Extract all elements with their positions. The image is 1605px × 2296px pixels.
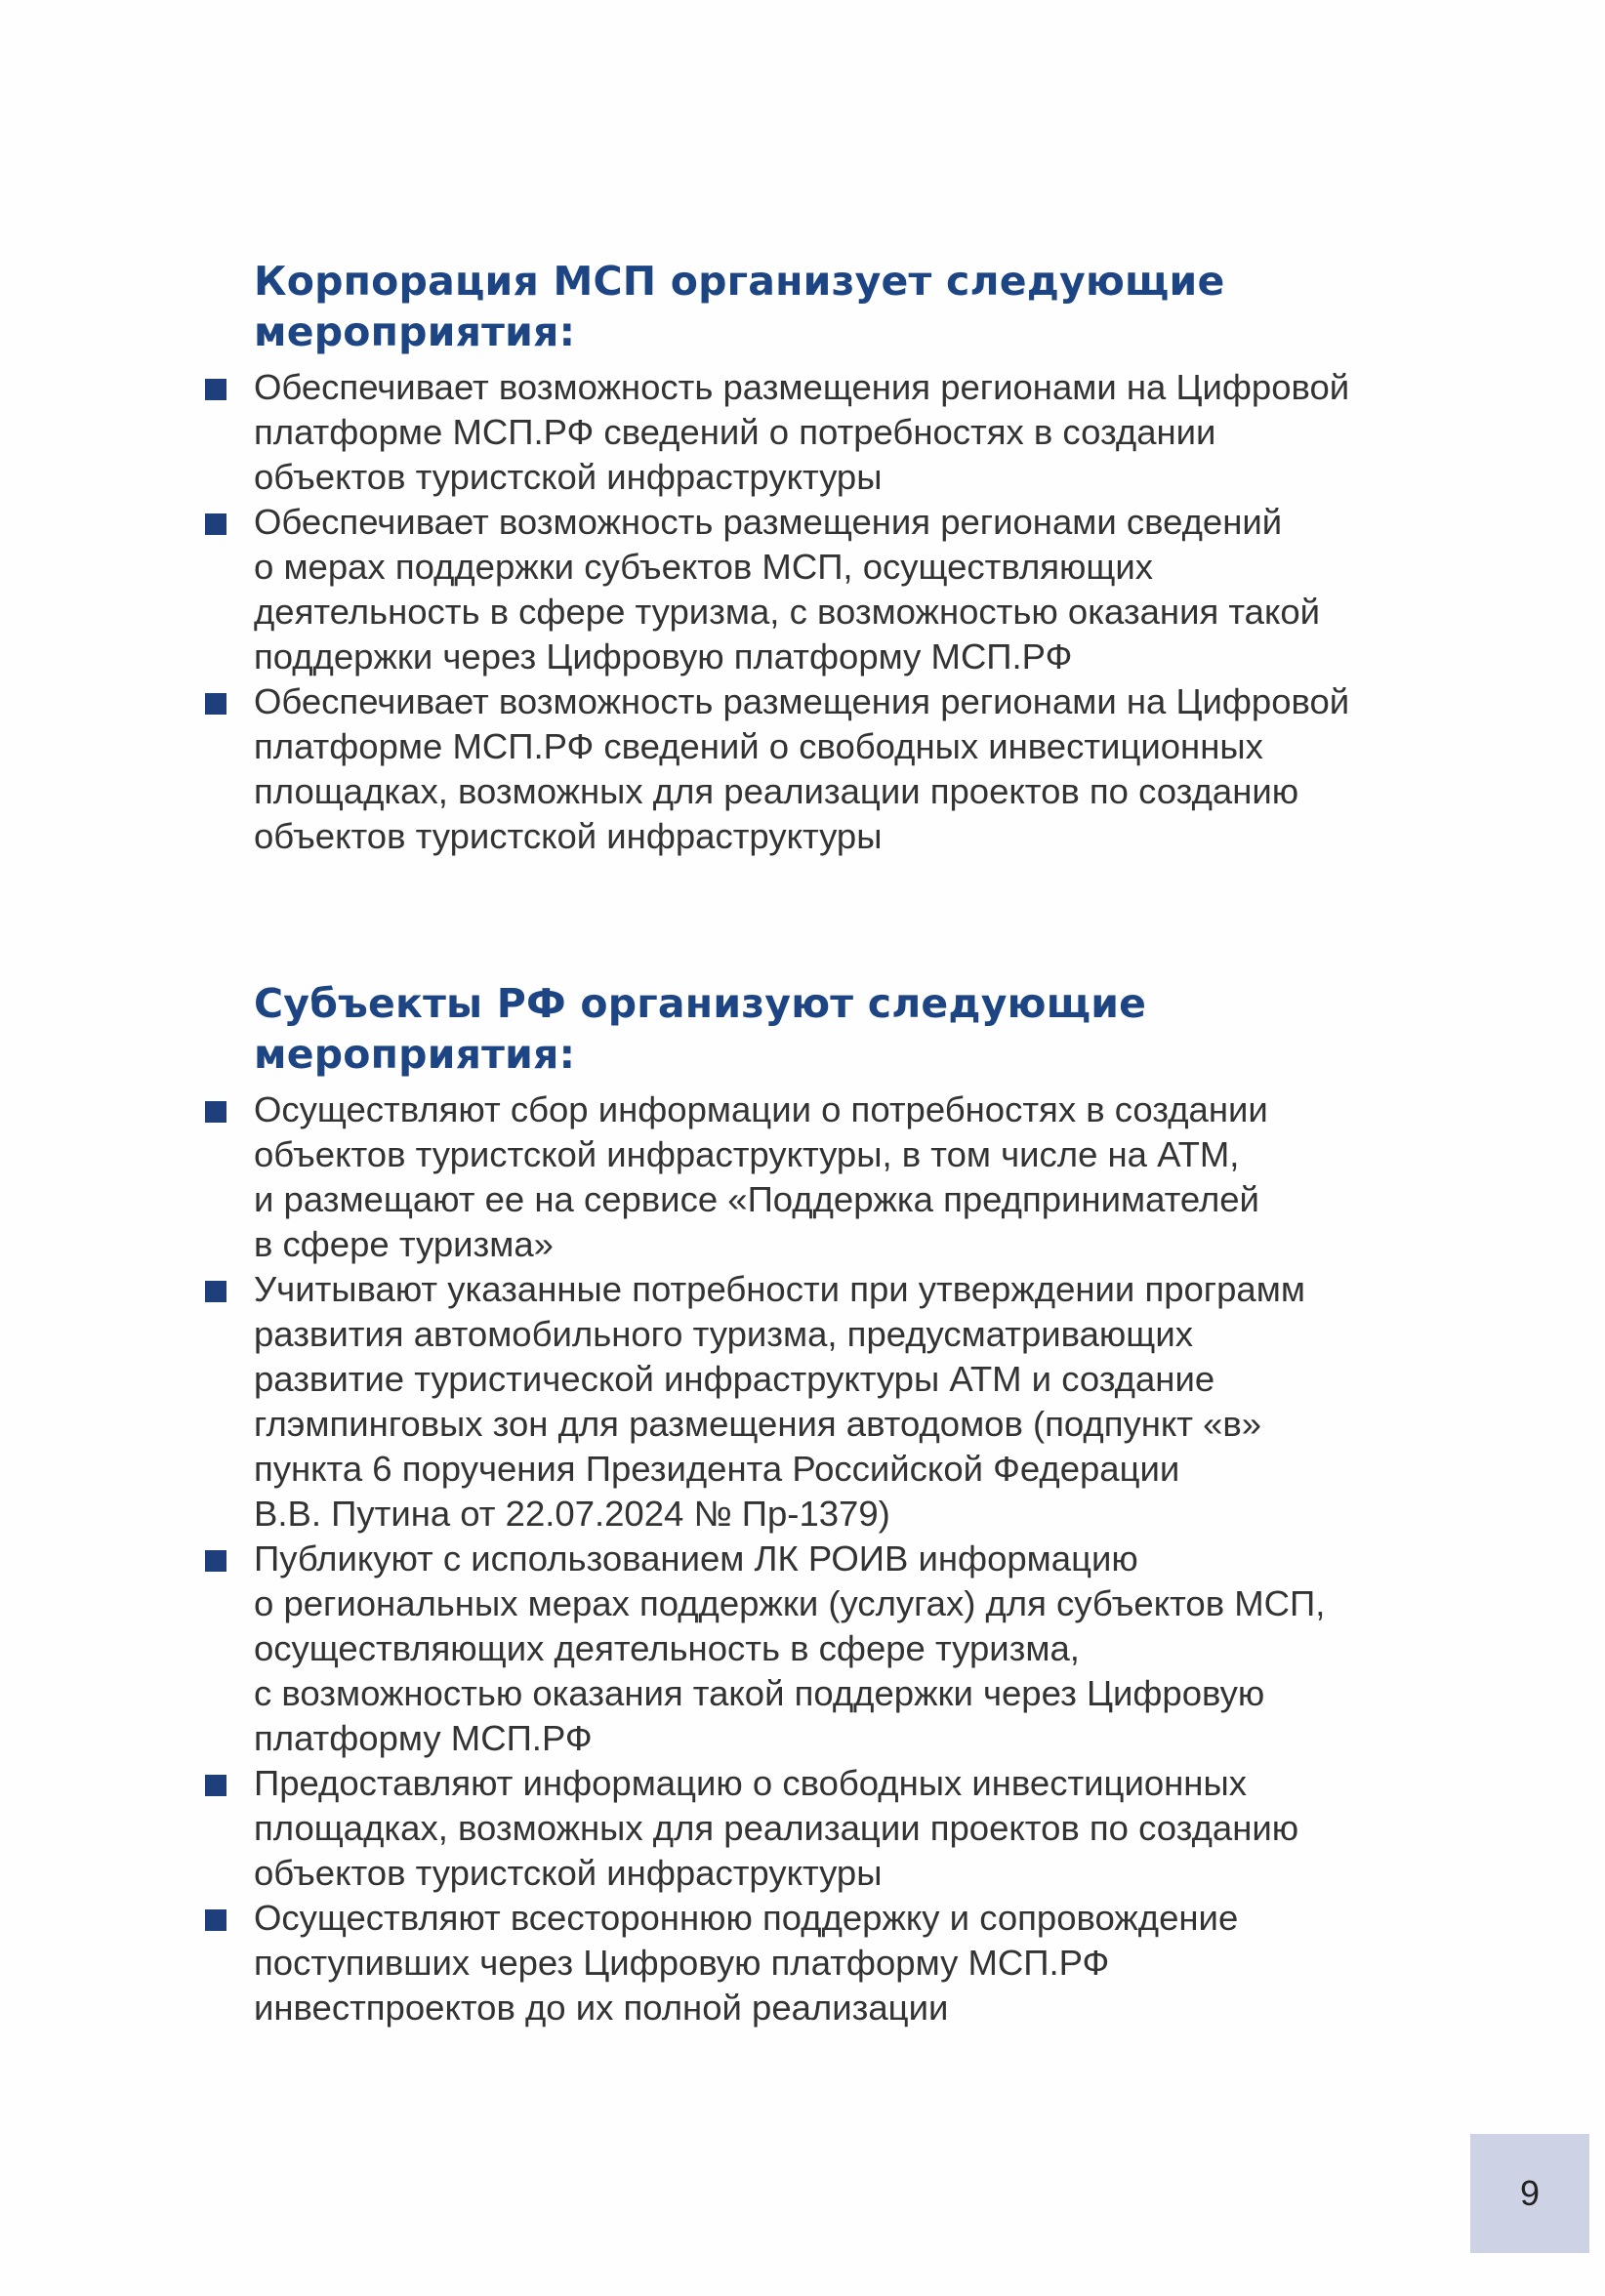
list-item-line: глэмпинговых зон для размещения автодомов (подпункт «в» <box>254 1404 1262 1444</box>
list-item-line: объектов туристской инфраструктуры <box>254 1853 883 1893</box>
list-item-line: Осуществляют сбор информации о потребностях в создании <box>254 1089 1268 1129</box>
list-item-line: В.В. Путина от 22.07.2024 № Пр-1379) <box>254 1494 890 1534</box>
list-item-line: объектов туристской инфраструктуры <box>254 816 883 856</box>
square-bullet-icon <box>205 1101 226 1123</box>
list-item-line: осуществляющих деятельность в сфере туризма, <box>254 1628 1080 1668</box>
list-item-line: и размещают ее на сервисе «Поддержка предпринимателей <box>254 1179 1259 1219</box>
section-regions <box>254 978 1464 2030</box>
list-item-line: Обеспечивает возможность размещения регионами сведений <box>254 502 1283 542</box>
list-item-line: поддержки через Цифровую платформу МСП.РФ <box>254 636 1073 676</box>
page-number: 9 <box>1519 2173 1541 2213</box>
square-bullet-icon <box>205 1281 226 1302</box>
list-item <box>254 365 1464 500</box>
square-bullet-icon <box>205 513 226 535</box>
list-item-line: Обеспечивает возможность размещения регионами на Цифровой <box>254 681 1350 721</box>
list-item-line: площадках, возможных для реализации проектов по созданию <box>254 1808 1299 1848</box>
list-item-line: развитие туристической инфраструктуры АТМ и создание <box>254 1359 1215 1399</box>
list-item-line: с возможностью оказания такой поддержки через Цифровую <box>254 1673 1265 1713</box>
list-item-line: Предоставляют информацию о свободных инвестиционных <box>254 1763 1247 1803</box>
list-item <box>254 500 1464 679</box>
section-heading <box>254 978 1464 1080</box>
list-item-line: платформу МСП.РФ <box>254 1718 593 1758</box>
list-item <box>254 1537 1464 1761</box>
list-item-line: пункта 6 поручения Президента Российской Федерации <box>254 1449 1180 1489</box>
list-item-line: Осуществляют всестороннюю поддержку и сопровождение <box>254 1898 1239 1938</box>
section-corporation <box>254 256 1464 859</box>
square-bullet-icon <box>205 1550 226 1572</box>
list-item-line: площадках, возможных для реализации проектов по созданию <box>254 771 1299 811</box>
square-bullet-icon <box>205 1909 226 1931</box>
heading-line: Субъекты РФ организуют следующие <box>254 980 1147 1027</box>
list-item-line: развития автомобильного туризма, предусматривающих <box>254 1314 1193 1354</box>
list-item-line: о региональных мерах поддержки (услугах) для субъектов МСП, <box>254 1583 1326 1623</box>
list-item <box>254 1267 1464 1537</box>
square-bullet-icon <box>205 1775 226 1796</box>
heading-line: мероприятия: <box>254 1031 576 1078</box>
list-item-line: о мерах поддержки субъектов МСП, осуществляющих <box>254 547 1154 587</box>
heading-line: мероприятия: <box>254 308 576 355</box>
list-item-line: в сфере туризма» <box>254 1224 554 1264</box>
bullet-list <box>254 1087 1464 2030</box>
list-item-line: инвестпроектов до их полной реализации <box>254 1988 949 2028</box>
list-item <box>254 1761 1464 1896</box>
list-item-line: Обеспечивает возможность размещения регионами на Цифровой <box>254 367 1350 407</box>
list-item <box>254 1896 1464 2030</box>
list-item-line: платформе МСП.РФ сведений о свободных инвестиционных <box>254 726 1263 766</box>
list-item-line: деятельность в сфере туризма, с возможностью оказания такой <box>254 592 1321 632</box>
section-heading <box>254 256 1464 357</box>
square-bullet-icon <box>205 693 226 715</box>
list-item-line: платформе МСП.РФ сведений о потребностях в создании <box>254 412 1216 452</box>
heading-line: Корпорация МСП организует следующие <box>254 258 1225 305</box>
list-item-line: Учитывают указанные потребности при утверждении программ <box>254 1269 1305 1309</box>
list-item <box>254 1087 1464 1267</box>
square-bullet-icon <box>205 379 226 400</box>
list-item-line: Публикуют с использованием ЛК РОИВ информацию <box>254 1538 1138 1578</box>
page-number-box <box>1470 2134 1589 2253</box>
list-item-line: объектов туристской инфраструктуры <box>254 457 883 497</box>
list-item-line: поступивших через Цифровую платформу МСП.РФ <box>254 1943 1110 1983</box>
list-item-line: объектов туристской инфраструктуры, в том числе на АТМ, <box>254 1134 1240 1174</box>
bullet-list <box>254 365 1464 859</box>
list-item <box>254 679 1464 859</box>
